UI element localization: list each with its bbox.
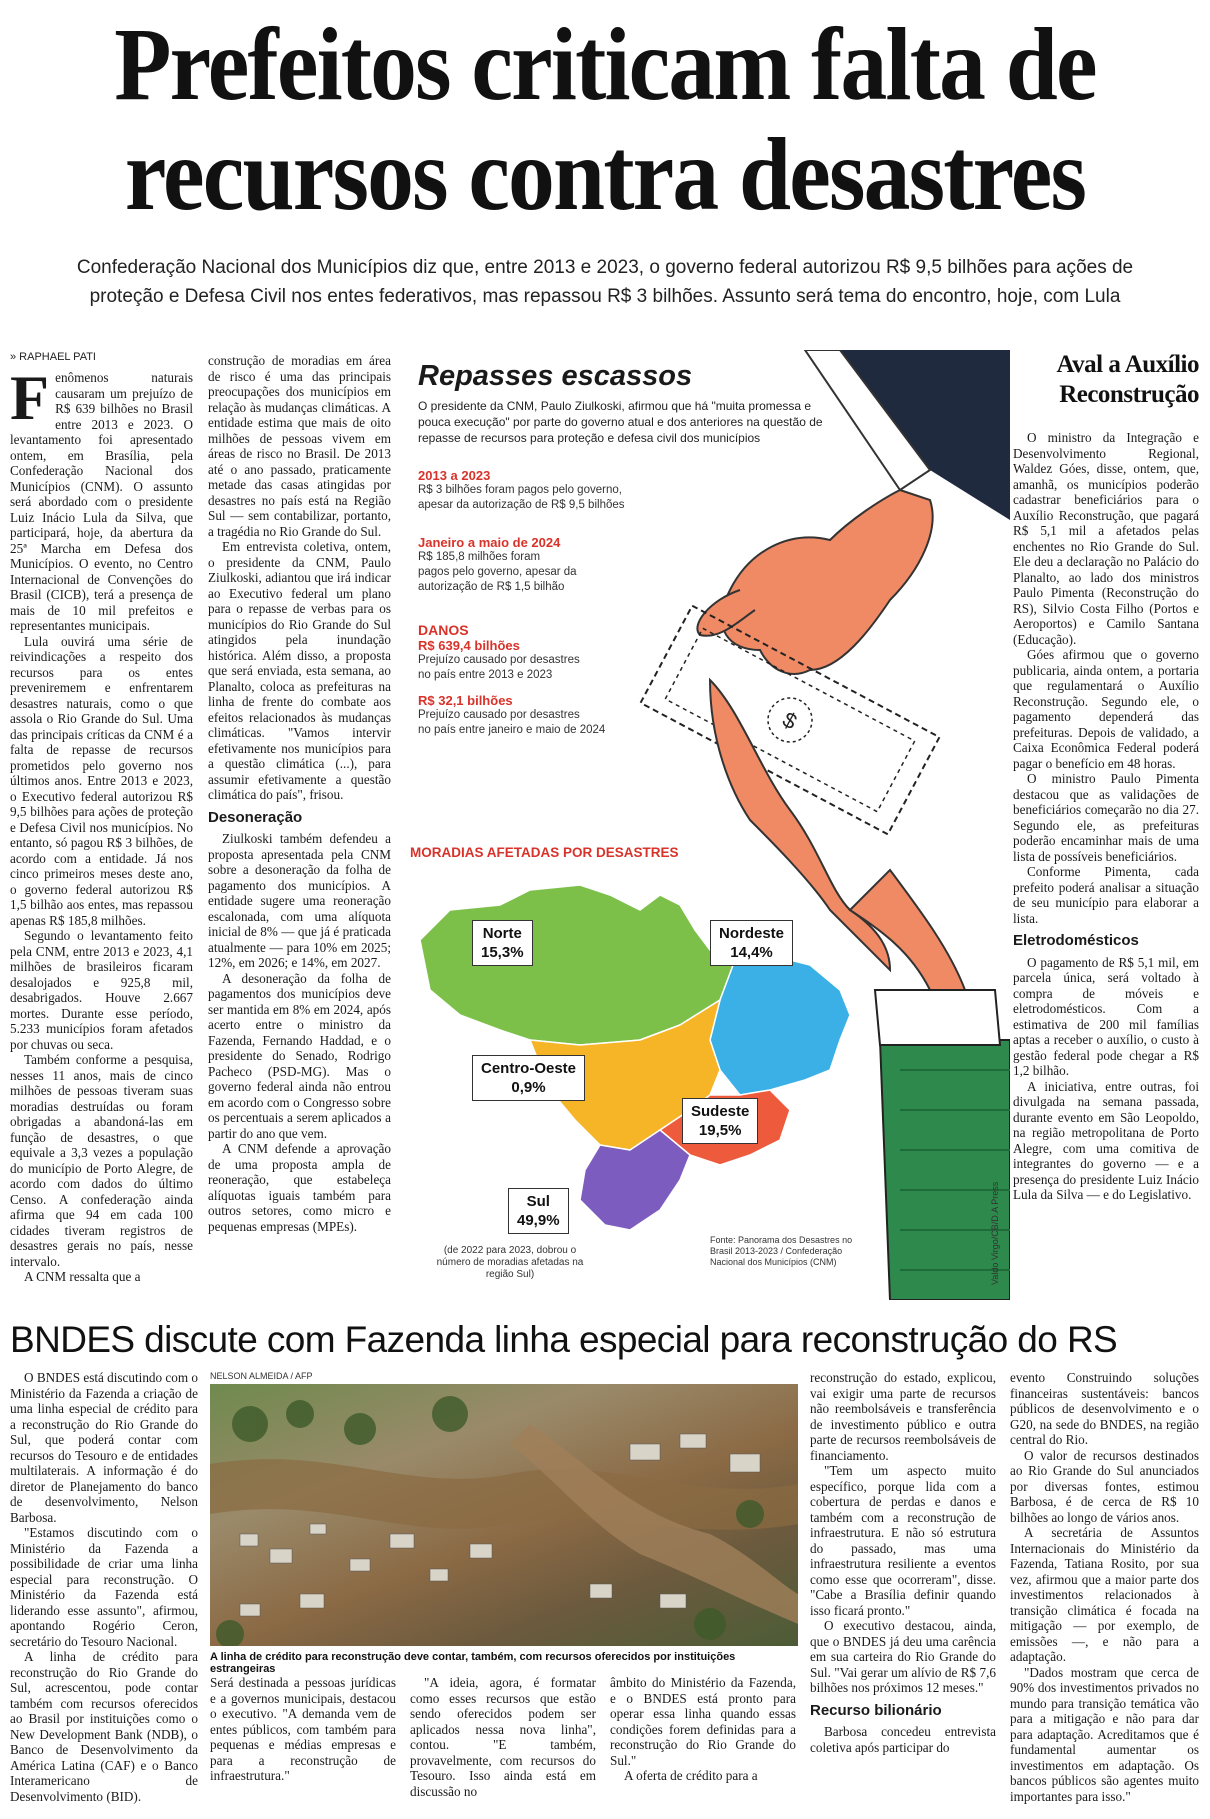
sidebar-paragraph: O ministro da Integração e Desenvolvimento Regional, Waldez Góes, disse, ontem, que, amanhã, os municípios poderão cadastrar beneficiários para o Auxílio Reconstrução, que pagará R$ 5,1 mil a afetados pelas enchentes no Rio Grande do Sul. Ele deu a declaração no Palácio do Planalto, ao lado dos ministros Paulo Pimenta (Reconstrução do RS), Silvio Costa Filho (Portos e Aeroportos) e Camilo Santana (Educação). <box>1013 430 1199 647</box>
article-column-2 <box>208 353 391 1295</box>
photo-caption: A linha de crédito para reconstrução deve contar, também, com recursos oferecidos por instituições estrangeiras <box>210 1651 736 1675</box>
danos-line: Prejuízo causado por desastres <box>418 709 580 721</box>
danos-line: no país entre 2013 e 2023 <box>418 669 553 681</box>
bndes-paragraph: A oferta de crédito para a <box>624 1768 758 1783</box>
article-paragraph: Ziulkoski também defendeu a proposta apresentada pela CNM sobre a desoneração da folha de pagamento dos municípios. A entidade sugere uma reoneração escalonada, com uma alíquota inicial de 8% — que já é praticada atualmente — para 10% em 2025; 12%, em 2026; e 14%, em 2027. <box>208 831 391 970</box>
region-label-norte: Norte 15,3% <box>472 920 533 966</box>
stat-line: R$ 3 bilhões foram pagos pelo governo, <box>418 484 622 496</box>
bndes-paragraph: A linha de crédito para reconstrução do Rio Grande do Sul, acrescentou, pode contar também com recursos oferecidos ao Brasil por instituições como o New Development Bank (NDB), o Banco de Desenvolvimento da América Latina (CAF) e o Banco Interamericano de Desenvolvimento (BID). <box>10 1649 198 1804</box>
article-paragraph: Também conforme a pesquisa, nesses 11 anos, mais de cinco milhões de pessoas tiveram suas moradias destruídas ou foram obrigadas a abandoná-las em função de desastres, o que equivale a 3,3 vezes a população do município de Porto Alegre, de acordo com dados do último Censo. A confederação ainda afirma que 94 em cada 100 cidades tiveram registros de desastres gerais no país, nesse intervalo. <box>10 1052 193 1269</box>
bndes-paragraph: "Tem um aspecto muito específico, porque lida com a cobertura de perdas e danos e também com a reconstrução de infraestrutura. E não só estrutura do passado, mas uma infraestrutura resiliente a eventos como esse que ocorreram", disse. "Cabe a Brasília definir quando isso ficará pronto." <box>810 1463 996 1618</box>
bndes-paragraph: reconstrução do estado, explicou, vai exigir uma parte de recursos não reembolsáveis e transferência de investimento público e outra parte de recursos reembolsáveis de financiamento. <box>810 1370 996 1463</box>
article-column-1 <box>10 370 193 1295</box>
bndes-paragraph: "Dados mostram que cerca de 90% dos investimentos privados no mundo para transição temática vão para a mitigação e não para dar para adaptação. Acreditamos que é fundamental aumentar os investimentos em adaptação. Os bancos públicos são agentes muito importantes para isso." <box>1010 1664 1199 1804</box>
bndes-column-3 <box>410 1675 596 1815</box>
bndes-paragraph: Será destinada a pessoas jurídicas e a governos municipais, destacou o executivo. "A demanda vem de entes públicos, com também para pequenas e médias empresas e para a reconstrução de infraestrutura." <box>210 1675 396 1783</box>
sidebar-body <box>1013 430 1199 1300</box>
sidebar-title-line-1: Aval a Auxílio <box>1056 351 1199 378</box>
region-label-centro-oeste: Centro-Oeste 0,9% <box>472 1055 585 1101</box>
drop-cap: F <box>10 370 50 433</box>
article-paragraph: A CNM defende a aprovação de uma proposta ampla de reoneração, que estabeleça alíquotas iguais também para outros setores, como micro e pequenas empresas (MPEs). <box>208 1141 391 1234</box>
article-paragraph: Fenômenos naturais causaram um prejuízo de R$ 639 bilhões no Brasil entre 2013 e 2023. O levantamento foi apresentado ontem, em Brasília, pela Confederação Nacional dos Municípios (CNM). O assunto será abordado com o presidente Luiz Inácio Lula da Silva, que participará, hoje, da abertura da 25ª Marcha em Defesa dos Municípios. O evento, no Centro Internacional de Convenções do Brasil (CICB), terá a presença de mais de 10 mil prefeitos e representantes municipais. <box>10 370 193 633</box>
bndes-column-2 <box>210 1675 396 1815</box>
headline-line-2: recursos contra desastres <box>124 117 1086 232</box>
danos-title: DANOS <box>418 622 469 638</box>
map-source: Fonte: Panorama dos Desastres no Brasil 2013-2023 / Confederação Nacional dos Municípios (CNM) <box>710 1235 853 1267</box>
subheadline-line-2: proteção e Defesa Civil nos entes federativos, mas repassou R$ 3 bilhões. Assunto será tema do encontro, hoje, com Lula <box>89 286 1121 307</box>
sidebar-paragraph: Conforme Pimenta, cada prefeito poderá analisar a situação de seu município para elaborar a lista. <box>1013 864 1199 926</box>
byline: » RAPHAEL PATI <box>10 351 96 363</box>
bndes-paragraph: Barbosa concedeu entrevista coletiva após participar do <box>810 1724 996 1755</box>
bndes-column-1 <box>10 1370 198 1815</box>
danos-value-1: R$ 639,4 bilhões <box>418 638 520 653</box>
article-paragraph: construção de moradias em área de risco é uma das principais preocupações dos municípios em relação às mudanças climáticas. A entidade estima que mais de oito milhões de pessoas vivem em áreas de risco no Brasil. De 2013 até o ano passado, praticamente metade das casas atingidas por desastres no país está na Região Sul — sem contabilizar, portanto, a tragédia no Rio Grande do Sul. <box>208 353 391 539</box>
page-headline <box>61 7 1150 232</box>
sidebar-paragraph: O pagamento de R$ 5,1 mil, em parcela única, será voltado à compra de móveis e eletrodomésticos. Com a estimativa de 200 mil famílias aptas a receber o auxílio, o custo à gestão federal pode chegar a R$ 1,2 bilhão. <box>1013 954 1199 1078</box>
bndes-paragraph: "A ideia, agora, é formatar como esses recursos que estão sendo oferecidos podem ser aplicados nessa nova linha", contou. "E também, provavelmente, com recursos do Tesouro. Isso ainda está em discussão no <box>410 1675 596 1799</box>
flood-photo <box>210 1384 798 1646</box>
article-paragraph: Lula ouvirá uma série de reivindicações a respeito dos recursos para os entes preveniremem e enfrentarem desastres naturais, como o que assola o Rio Grande do Sul. Uma das principais críticas da CNM é a falta de repasse de recursos prometidos pelo governo nos últimos anos. Entre 2013 e 2023, o Executivo federal autorizou R$ 9,5 bilhões para ações de proteção e Defesa Civil nos municípios. No entanto, só pagou R$ 3 bilhões, de acordo com a entidade. Já nos cinco primeiros meses deste ano, o governo federal autorizou R$ 1,5 bilhão aos entes, mas repassou apenas R$ 185,8 milhões. <box>10 633 193 928</box>
map-title: MORADIAS AFETADAS POR DESASTRES <box>410 845 679 860</box>
stat-title: 2013 a 2023 <box>418 468 491 483</box>
bndes-column-5 <box>810 1370 996 1815</box>
bndes-headline: BNDES discute com Fazenda linha especial para reconstrução do RS <box>10 1319 1118 1360</box>
stat-line: autorização de R$ 1,5 bilhão <box>418 581 565 593</box>
subhead-eletrodomesticos: Eletrodomésticos <box>1013 932 1139 949</box>
infographic-intro: O presidente da CNM, Paulo Ziulkoski, afirmou que há "muita promessa e pouca execução" por parte do governo atual e dos anteriores na questão de repasse de recursos para proteção e defesa civil dos municípios <box>418 399 823 445</box>
stat-line: R$ 185,8 milhões foram <box>418 551 541 563</box>
flood-photo-drawing <box>210 1384 798 1646</box>
bndes-paragraph: A secretária de Assuntos Internacionais do Ministério da Fazenda, Tatiana Rosito, por sua vez, afirmou que a maior parte dos investimentos relacionados à transição climática é focada na mitigação — por exemplo, de emissões —, e não para a adaptação. <box>1010 1525 1199 1664</box>
bndes-paragraph: âmbito do Ministério da Fazenda, e o BNDES está pronto para operar essa linha quando essas condições forem definidas para a reconstrução do Rio Grande do Sul." <box>610 1675 796 1768</box>
brazil-map <box>410 350 1010 1300</box>
article-paragraph: A desoneração da folha de pagamentos dos municípios deve ser mantida em 8% em 2024, após acerto entre o ministro da Fazenda, Fernando Haddad, e o presidente do Senado, Rodrigo Pacheco (PSD-MG). Mas o governo federal ainda não entrou em acordo com o Congresso sobre os percentuais a serem aplicados a partir do ano que vem. <box>208 970 391 1141</box>
bndes-paragraph: evento Construindo soluções financeiras sustentáveis: bancos públicos de desenvolvimento e o G20, na sede do BNDES, na região central do Rio. <box>1010 1370 1199 1447</box>
bndes-paragraph: O executivo destacou, ainda, que o BNDES já deu uma carência em sua carteira do Rio Grande do Sul. "Vai gerar um alívio de R$ 7,6 bilhões nos próximos 12 meses." <box>810 1618 996 1695</box>
svg-text:$: $ <box>778 706 802 735</box>
bndes-paragraph: "Estamos discutindo com o Ministério da Fazenda a possibilidade de criar uma linha especial para reconstrução. O Ministério da Fazenda está liderando esse assunto", afirmou, apontando Rogério Ceron, secretário do Tesouro Nacional. <box>10 1525 198 1649</box>
region-label-nordeste: Nordeste 14,4% <box>710 920 793 966</box>
sidebar-paragraph: O ministro Paulo Pimenta destacou que as validações de beneficiários começarão no dia 27. Segundo ele, as prefeituras poderão encaminhar mais de uma lista de possíveis beneficiários. <box>1013 771 1199 864</box>
region-nordeste <box>710 955 850 1095</box>
article-paragraph: Segundo o levantamento feito pela CNM, entre 2013 e 2023, 4,1 milhões de brasileiros ficaram desalojados e 925,8 mil, desabrigados. Houve 2.667 mortes. Durante esse período, 5.233 municípios foram afetados por chuvas ou seca. <box>10 928 193 1052</box>
subheadline-line-1: Confederação Nacional dos Municípios diz que, entre 2013 e 2023, o governo federal autorizou R$ 9,5 bilhões para ações de <box>76 257 1134 278</box>
article-paragraph: Em entrevista coletiva, ontem, o presidente da CNM, Paulo Ziulkoski, adiantou que irá indicar ao Executivo federal um plano para o repasse de verbas para os municípios do Rio Grande do Sul atingidos pela inundação histórica. Além disso, a proposta que será enviada, esta semana, ao Planalto, coloca as prefeituras na linha de frente do combate aos efeitos relacionados às mudanças climáticas. "Vamos intervir efetivamente nos municípios para a questão climática (...), para assumir efetivamente a questão climática do país", frisou. <box>208 539 391 802</box>
danos-value-2: R$ 32,1 bilhões <box>418 693 513 708</box>
subhead-recurso-bilionario: Recurso bilionário <box>810 1701 942 1719</box>
sidebar-paragraph: Góes afirmou que o governo publicaria, ainda ontem, a portaria que regulamentará o Auxílio Reconstrução. Segundo ele, o pagamento dependerá das prefeituras. Depois de validado, a Caixa Econômica Federal poderá pagar o benefício em 48 horas. <box>1013 647 1199 771</box>
sidebar-title-line-2: Reconstrução <box>1059 381 1199 408</box>
danos-line: no país entre janeiro e maio de 2024 <box>418 724 606 736</box>
illustration-credit: Valdo Virgo/CB/D.A Press <box>990 1181 1000 1285</box>
sidebar-title <box>1013 350 1199 410</box>
region-label-sudeste: Sudeste 19,5% <box>682 1098 758 1144</box>
region-label-sul: Sul 49,9% <box>508 1188 569 1234</box>
sidebar-paragraph: A iniciativa, entre outras, foi divulgada na semana passada, durante evento em São Leopoldo, na região metropolitana de Porto Alegre, com uma comitiva de integrantes do governo — e a presença do presidente Luiz Inácio Lula da Silva — e do Legislativo. <box>1013 1078 1199 1202</box>
danos-line: Prejuízo causado por desastres <box>418 654 580 666</box>
infographic <box>410 350 1010 1300</box>
bndes-column-6 <box>1010 1370 1199 1815</box>
photo-credit: NELSON ALMEIDA / AFP <box>210 1371 313 1381</box>
article-paragraph: A CNM ressalta que a <box>24 1269 141 1284</box>
bndes-paragraph: O BNDES está discutindo com o Ministério da Fazenda a criação de uma linha especial de crédito para a reconstrução do Rio Grande do Sul, que poderá contar com recursos do Tesouro e de entidades multilaterais. A informação é do diretor de Planejamento do banco de desenvolvimento, Nelson Barbosa. <box>10 1370 198 1525</box>
bndes-column-4 <box>610 1675 796 1815</box>
map-note: (de 2022 para 2023, dobrou o número de moradias afetadas na região Sul) <box>436 1245 584 1280</box>
stat-title: Janeiro a maio de 2024 <box>418 535 561 550</box>
stat-line: pagos pelo governo, apesar da <box>418 566 577 578</box>
stat-line: apesar da autorização de R$ 9,5 bilhões <box>418 499 625 511</box>
headline-line-1: Prefeitos criticam falta de <box>114 7 1096 122</box>
subhead-desoneracao: Desoneração <box>208 808 303 826</box>
subheadline <box>10 253 1200 311</box>
sidebar <box>1013 350 1199 1300</box>
infographic-title: Repasses escassos <box>418 360 693 392</box>
bndes-paragraph: O valor de recursos destinados ao Rio Grande do Sul anunciados por diversas fontes, estimou Barbosa, é de cerca de R$ 10 bilhões ao longo de vários anos. <box>1010 1447 1199 1525</box>
